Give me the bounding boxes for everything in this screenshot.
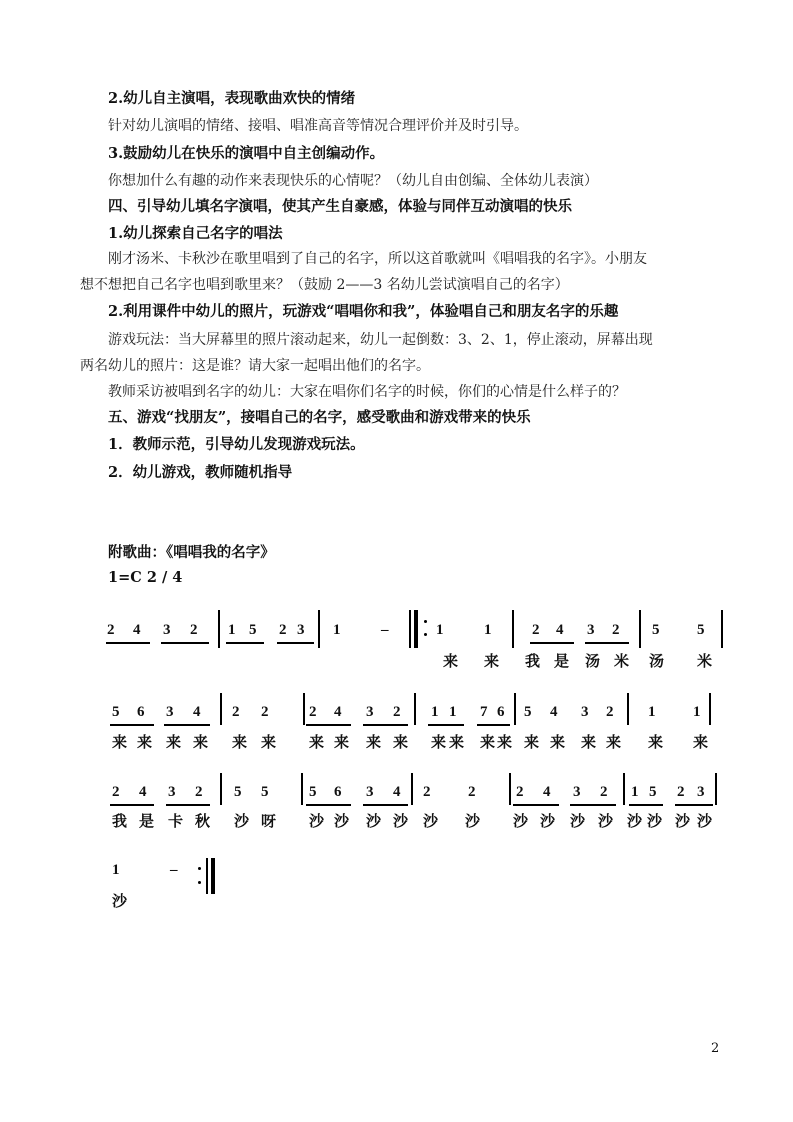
score-lyric: 呀	[261, 812, 277, 830]
section-heading: 五、游戏“找朋友”，接唱自己的名字，感受歌曲和游戏带来的快乐	[108, 409, 531, 426]
score-note: 4	[543, 784, 551, 800]
paragraph: 刚才汤米、卡秋沙在歌里唱到了自己的名字，所以这首歌就叫《唱唱我的名字》。小朋友	[108, 251, 647, 267]
score-lyric: 沙	[423, 812, 439, 830]
score-lyric: 来	[193, 733, 209, 751]
score-note: 1	[484, 622, 492, 638]
repeat-dot	[198, 867, 201, 870]
score-note: 2	[600, 784, 608, 800]
underline-beam	[585, 642, 629, 644]
score-lyric: 来	[309, 733, 325, 751]
repeat-dot	[424, 633, 427, 636]
underline-beam	[477, 724, 510, 726]
section-heading: 3.鼓励幼儿在快乐的演唱中自主创编动作。	[108, 145, 385, 162]
score-note: 2	[677, 784, 685, 800]
underline-beam	[530, 642, 574, 644]
underline-beam	[110, 804, 154, 806]
underline-beam	[226, 642, 264, 644]
score-note: 5	[652, 622, 660, 638]
score-lyric: 来	[606, 733, 622, 751]
repeat-dot	[424, 620, 427, 623]
score-note: 2	[232, 704, 240, 720]
score-lyric: 沙	[465, 812, 481, 830]
score-note: 2	[195, 784, 203, 800]
score-note: 1	[631, 784, 639, 800]
score-note: 1	[449, 704, 457, 720]
underline-beam	[570, 804, 616, 806]
bar-line	[627, 693, 629, 725]
bar-line	[220, 773, 222, 805]
score-note: 4	[139, 784, 147, 800]
score-lyric: 来	[497, 733, 513, 751]
score-lyric: 来	[232, 733, 248, 751]
score-note: 5	[697, 622, 705, 638]
score-lyric: 是	[139, 812, 155, 830]
underline-beam	[164, 724, 210, 726]
paragraph: 针对幼儿演唱的情绪、接唱、唱准高音等情况合理评价并及时引导。	[108, 118, 528, 134]
score-note: 2	[107, 622, 115, 638]
score-note: 2	[393, 704, 401, 720]
score-lyric: 来	[449, 733, 465, 751]
score-lyric: 汤	[649, 652, 665, 670]
score-lyric: 我	[525, 652, 541, 670]
score-note: 7	[480, 704, 488, 720]
score-note: 2	[279, 622, 287, 638]
score-lyric: 沙	[334, 812, 350, 830]
score-lyric: 来	[393, 733, 409, 751]
underline-beam	[166, 804, 210, 806]
section-heading: 四、引导幼儿填名字演唱，使其产生自豪感，体验与同伴互动演唱的快乐	[108, 198, 572, 215]
song-title: 附歌曲：《唱唱我的名字》	[108, 544, 275, 561]
score-note: 6	[137, 704, 145, 720]
score-note: 6	[497, 704, 505, 720]
score-note: 3	[581, 704, 589, 720]
score-note: 2	[532, 622, 540, 638]
score-lyric: 沙	[697, 812, 713, 830]
repeat-bar-thin	[206, 858, 208, 894]
bar-line	[218, 610, 220, 648]
score-note: 4	[334, 704, 342, 720]
bar-line	[639, 610, 641, 648]
score-note: 5	[309, 784, 317, 800]
score-note: 3	[587, 622, 595, 638]
score-lyric: 沙	[647, 812, 663, 830]
score-note: 2	[468, 784, 476, 800]
score-lyric: 来	[693, 733, 709, 751]
score-note: 2	[112, 784, 120, 800]
score-note: 1	[333, 622, 341, 638]
underline-beam	[428, 724, 464, 726]
list-item: 1．教师示范，引导幼儿发现游戏玩法。	[108, 436, 365, 453]
score-note: 4	[556, 622, 564, 638]
paragraph: 两名幼儿的照片：这是谁？请大家一起唱出他们的名字。	[80, 358, 430, 374]
page-number: 2	[711, 1041, 720, 1056]
score-lyric: 来	[166, 733, 182, 751]
repeat-dot	[198, 881, 201, 884]
underline-beam	[106, 642, 150, 644]
score-lyric: 沙	[540, 812, 556, 830]
list-item: 2．幼儿游戏，教师随机指导	[108, 464, 293, 481]
score-note: 2	[261, 704, 269, 720]
underline-beam	[277, 642, 314, 644]
score-lyric: 米	[614, 652, 630, 670]
score-note: 2	[309, 704, 317, 720]
bar-line	[220, 693, 222, 725]
score-lyric: 沙	[234, 812, 250, 830]
score-note: 4	[193, 704, 201, 720]
score-note: –	[381, 622, 389, 638]
score-note: 4	[133, 622, 141, 638]
key-signature: 1=C 2 / 4	[108, 569, 183, 586]
section-heading: 1.幼儿探索自己名字的唱法	[108, 225, 283, 242]
score-lyric: 来	[550, 733, 566, 751]
score-lyric: 来	[334, 733, 350, 751]
score-lyric: 沙	[570, 812, 586, 830]
score-lyric: 是	[554, 652, 570, 670]
score-lyric: 沙	[393, 812, 409, 830]
score-note: 1	[436, 622, 444, 638]
score-lyric: 沙	[675, 812, 691, 830]
score-note: 3	[366, 704, 374, 720]
score-note: 2	[190, 622, 198, 638]
paragraph: 你想加什么有趣的动作来表现快乐的心情呢？（幼儿自由创编、全体幼儿表演）	[108, 173, 598, 189]
bar-line	[411, 773, 413, 805]
score-lyric: 来	[137, 733, 153, 751]
score-note: 3	[366, 784, 374, 800]
bar-line	[509, 773, 511, 805]
score-lyric: 我	[112, 812, 128, 830]
score-note: 1	[228, 622, 236, 638]
score-lyric: 来	[480, 733, 496, 751]
score-note: 5	[524, 704, 532, 720]
underline-beam	[306, 804, 351, 806]
score-lyric: 沙	[513, 812, 529, 830]
score-note: 4	[550, 704, 558, 720]
score-note: 3	[163, 622, 171, 638]
score-note: 1	[112, 862, 120, 878]
underline-beam	[110, 724, 154, 726]
score-note: 5	[249, 622, 257, 638]
score-lyric: 秋	[195, 812, 211, 830]
score-note: 1	[693, 704, 701, 720]
score-note: 3	[297, 622, 305, 638]
underline-beam	[629, 804, 663, 806]
score-lyric: 来	[648, 733, 664, 751]
section-heading: 2.利用课件中幼儿的照片，玩游戏“唱唱你和我”，体验唱自己和朋友名字的乐趣	[108, 303, 619, 320]
score-note: 4	[393, 784, 401, 800]
score-note: 3	[573, 784, 581, 800]
score-lyric: 沙	[598, 812, 614, 830]
score-lyric: 来	[443, 652, 459, 670]
score-lyric: 来	[261, 733, 277, 751]
score-note: 2	[606, 704, 614, 720]
score-note: 5	[234, 784, 242, 800]
score-lyric: 来	[366, 733, 382, 751]
score-lyric: 沙	[366, 812, 382, 830]
score-note: 2	[516, 784, 524, 800]
score-lyric: 沙	[112, 892, 128, 910]
bar-line	[512, 610, 514, 648]
underline-beam	[675, 804, 713, 806]
score-lyric: 沙	[309, 812, 325, 830]
paragraph: 游戏玩法：当大屏幕里的照片滚动起来，幼儿一起倒数：3、2、1，停止滚动，屏幕出现	[108, 332, 653, 348]
score-lyric: 来	[431, 733, 447, 751]
section-heading: 2.幼儿自主演唱，表现歌曲欢快的情绪	[108, 90, 356, 107]
score-lyric: 来	[112, 733, 128, 751]
score-note: 3	[168, 784, 176, 800]
bar-line	[318, 610, 320, 648]
score-note: 6	[334, 784, 342, 800]
score-lyric: 沙	[627, 812, 643, 830]
bar-line	[514, 693, 516, 725]
underline-beam	[513, 804, 559, 806]
repeat-bar-thick	[211, 858, 215, 894]
score-note: –	[170, 862, 178, 878]
score-lyric: 来	[581, 733, 597, 751]
bar-line	[301, 773, 303, 805]
bar-line	[414, 693, 416, 725]
score-note: 3	[697, 784, 705, 800]
underline-beam	[363, 724, 408, 726]
bar-line	[721, 610, 723, 648]
score-note: 5	[261, 784, 269, 800]
score-note: 5	[649, 784, 657, 800]
underline-beam	[306, 724, 351, 726]
score-note: 3	[166, 704, 174, 720]
score-lyric: 米	[697, 652, 713, 670]
repeat-bar-thin	[409, 610, 411, 648]
repeat-bar-thick	[414, 610, 418, 648]
paragraph: 教师采访被唱到名字的幼儿：大家在唱你们名字的时候，你们的心情是什么样子的？	[108, 384, 626, 400]
score-note: 1	[648, 704, 656, 720]
score-lyric: 卡	[168, 812, 184, 830]
score-lyric: 汤	[585, 652, 601, 670]
score-note: 2	[423, 784, 431, 800]
bar-line	[623, 773, 625, 805]
score-lyric: 来	[524, 733, 540, 751]
paragraph: 想不想把自己名字也唱到歌里来？（鼓励 2——3 名幼儿尝试演唱自己的名字）	[80, 277, 569, 293]
bar-line	[303, 693, 305, 725]
score-note: 1	[431, 704, 439, 720]
score-lyric: 来	[484, 652, 500, 670]
score-note: 5	[112, 704, 120, 720]
bar-line	[715, 773, 717, 805]
score-note: 2	[612, 622, 620, 638]
bar-line	[709, 693, 711, 725]
underline-beam	[363, 804, 408, 806]
underline-beam	[161, 642, 209, 644]
